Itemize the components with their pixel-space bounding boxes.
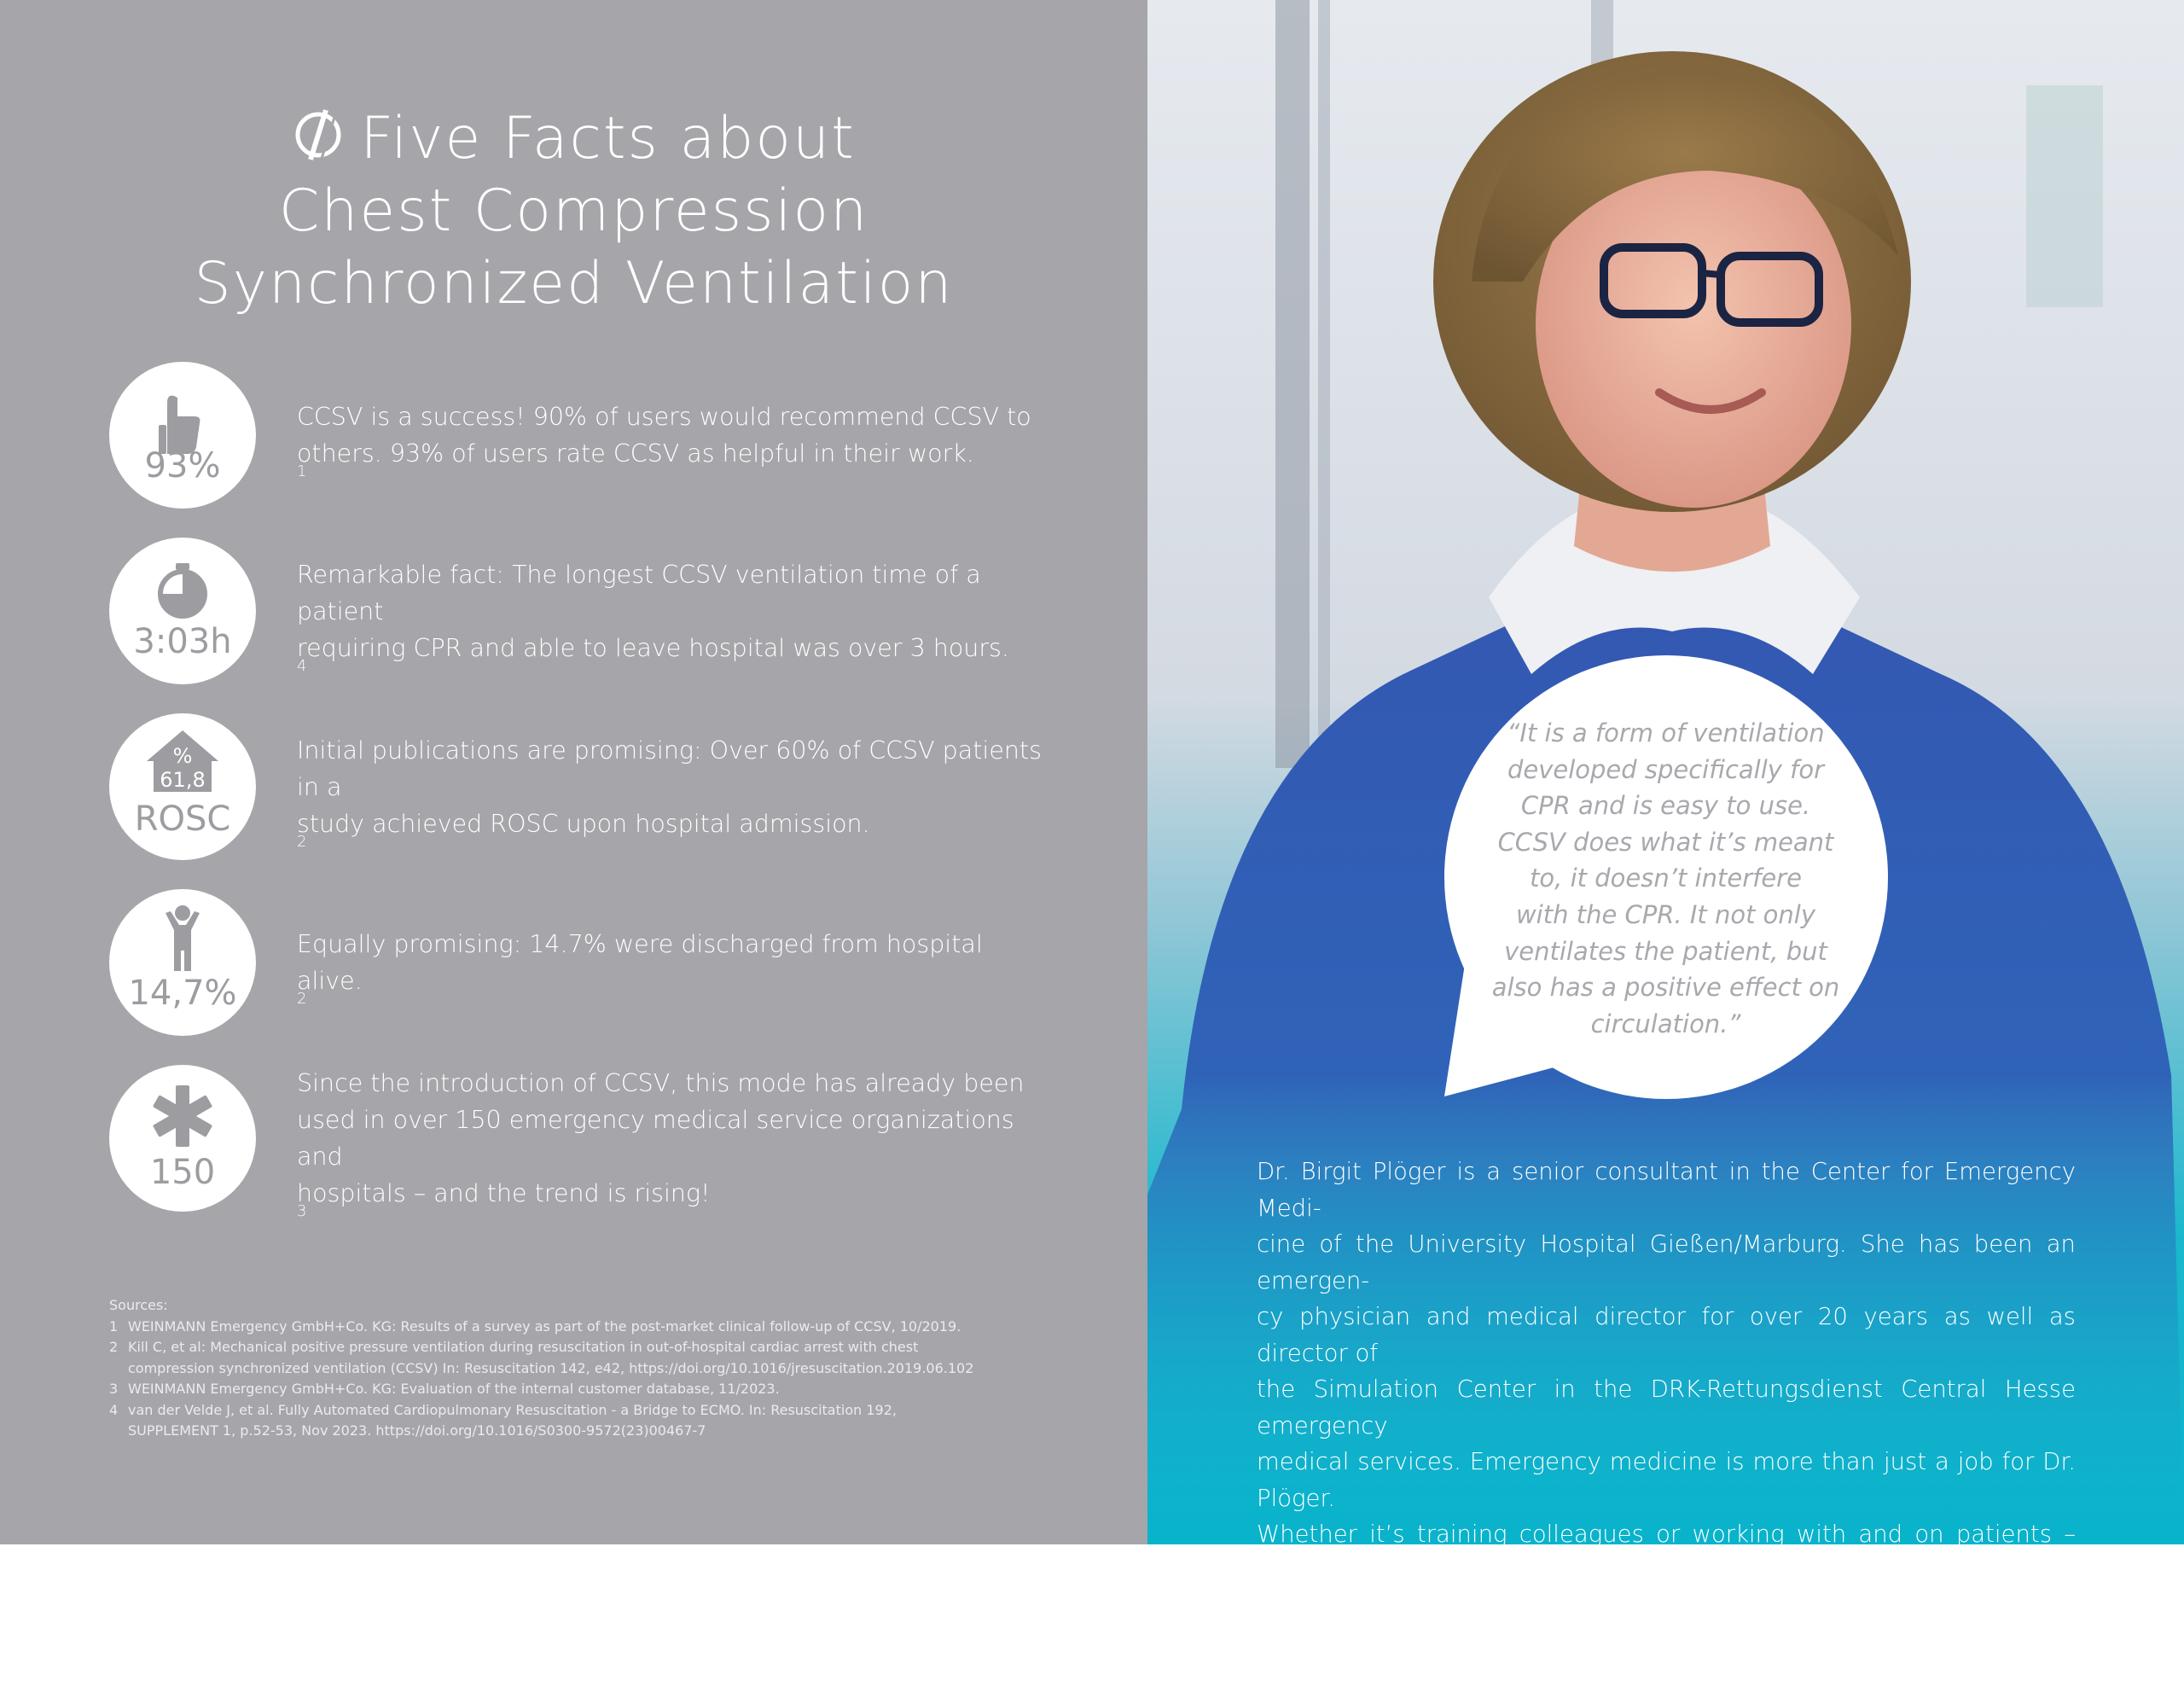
fact-value: 14,7% bbox=[128, 974, 237, 1013]
brand-logo-icon bbox=[292, 108, 345, 161]
fact-badge bbox=[109, 713, 256, 860]
fact-line: CCSV is a success! 90% of users would recommend CCSV to bbox=[297, 403, 1031, 431]
bio-line: the Simulation Center in the DRK-Rettungsdienst Central Hesse emergency bbox=[1257, 1375, 2076, 1439]
fact-badge bbox=[109, 889, 256, 1036]
bio-line: cine of the University Hospital Gießen/Marburg. She has been an emergen- bbox=[1257, 1230, 2076, 1294]
source-line: Kill C, et al: Mechanical positive pressure ventilation during resuscitation in out-of-hospital cardiac arrest with chest bbox=[128, 1339, 919, 1355]
bio-line: cy physician and medical director for over 20 years as well as director of bbox=[1257, 1303, 2076, 1367]
fact-line: hospitals – and the trend is rising! bbox=[297, 1179, 711, 1207]
fact-badge bbox=[109, 538, 256, 684]
quote-line: circulation.” bbox=[1590, 1009, 1741, 1038]
source-number: 4 bbox=[109, 1401, 119, 1418]
page-title bbox=[0, 102, 1147, 320]
source-item bbox=[109, 1317, 1048, 1338]
fact-line: Remarkable fact: The longest CCSV ventilation time of a patient bbox=[297, 560, 981, 625]
source-line: compression synchronized ventilation (CCSV) In: Resuscitation 142, e42, https://doi.org/10.1016/jresuscitation.2019.06.102 bbox=[128, 1359, 974, 1376]
quote-line: “It is a form of ventilation bbox=[1507, 718, 1825, 747]
fact-item-rosc bbox=[109, 713, 1048, 860]
fact-item-longest-ventilation bbox=[109, 538, 1048, 684]
source-item bbox=[109, 1400, 1048, 1442]
quote-line: ventilates the patient, but bbox=[1504, 936, 1827, 966]
source-number: 3 bbox=[109, 1381, 119, 1397]
bio-line: medical services. Emergency medicine is more than just a job for Dr. Plöger. bbox=[1257, 1448, 2076, 1512]
fact-line: Initial publications are promising: Over 60% of CCSV patients in a bbox=[297, 736, 1042, 801]
quote-text bbox=[1480, 715, 1851, 1042]
title-line-1 bbox=[0, 102, 1147, 175]
facts-panel bbox=[0, 0, 1147, 1544]
source-number: 2 bbox=[109, 1339, 119, 1355]
bio-line: our conversation. bbox=[1257, 1666, 1462, 1693]
source-text bbox=[128, 1400, 1048, 1442]
source-item bbox=[109, 1379, 1048, 1400]
fact-description: CCSV is a success! 90% of users would recommend CCSV to others. 93% of users rate CCSV as helpful in their work. 1 bbox=[297, 362, 1048, 509]
sources-heading: Sources: bbox=[109, 1297, 168, 1313]
person-arms-up-icon bbox=[109, 889, 256, 1036]
title-line-2: Chest Compression bbox=[278, 177, 869, 245]
fact-description: Equally promising: 14.7% were discharged from hospital alive. 2 bbox=[297, 889, 1048, 1036]
source-text bbox=[128, 1337, 1048, 1379]
quote-line: to, it doesn’t interfere bbox=[1530, 864, 1802, 893]
bio-paragraph bbox=[1257, 1154, 2076, 1698]
fact-item-recommend bbox=[109, 362, 1048, 509]
fact-value: 3:03h bbox=[133, 622, 232, 661]
sources-list bbox=[109, 1295, 1048, 1442]
fact-badge bbox=[109, 1065, 256, 1212]
source-text: WEINMANN Emergency GmbH+Co. KG: Results of a survey as part of the post-market clinical follow-up of CCSV, 10/2019. bbox=[128, 1317, 961, 1335]
title-text-1: Five Facts about bbox=[360, 105, 856, 172]
source-item bbox=[109, 1337, 1048, 1379]
fact-description: Initial publications are promising: Over 60% of CCSV patients in a study achieved ROSC upon hospital admission. 2 bbox=[297, 713, 1048, 860]
quote-line: CPR and is easy to use. bbox=[1520, 791, 1811, 821]
source-line: SUPPLEMENT 1, p.52-53, Nov 2023. https://doi.org/10.1016/S0300-9572(23)00467-7 bbox=[128, 1422, 706, 1439]
fact-line: study achieved ROSC upon hospital admission. bbox=[297, 809, 870, 838]
fact-item-discharged bbox=[109, 889, 1048, 1036]
thumbs-up-icon bbox=[109, 362, 256, 509]
fact-item-organizations bbox=[109, 1065, 1048, 1220]
icon-label-bottom: 61,8 bbox=[160, 768, 206, 792]
source-number: 1 bbox=[109, 1317, 119, 1335]
fact-line: requiring CPR and able to leave hospital was over 3 hours. bbox=[297, 633, 1009, 662]
title-line-3: Synchronized Ventilation bbox=[194, 250, 954, 317]
fact-description: Since the introduction of CCSV, this mode has already been used in over 150 emergency medical service organizations and hospitals – and the trend is rising! 3 bbox=[297, 1065, 1048, 1212]
fact-description: Remarkable fact: The longest CCSV ventilation time of a patient requiring CPR and able to leave hospital was over 3 hours. 4 bbox=[297, 538, 1048, 684]
fact-line: used in over 150 emergency medical service organizations and bbox=[297, 1106, 1014, 1171]
fact-value: ROSC bbox=[134, 800, 231, 839]
stopwatch-icon bbox=[109, 538, 256, 684]
source-line: van der Velde J, et al. Fully Automated Cardiopulmonary Resuscitation - a Bridge to ECMO. In: Resuscitation 192, bbox=[128, 1401, 897, 1418]
source-text: WEINMANN Emergency GmbH+Co. KG: Evaluation of the internal customer database, 11/2023. bbox=[128, 1381, 780, 1397]
bio-line: Whether it’s training colleagues or working with and on patients – she is bbox=[1257, 1521, 2076, 1585]
fact-value: 150 bbox=[149, 1153, 216, 1192]
bio-line: Dr. Birgit Plöger is a senior consultant in the Center for Emergency Medi- bbox=[1257, 1158, 2076, 1222]
fact-line: Since the introduction of CCSV, this mode has already been bbox=[297, 1069, 1025, 1097]
quote-line: also has a positive effect on bbox=[1491, 973, 1840, 1003]
bio-line: passionate about everything she does. A passion that also comes across in bbox=[1257, 1593, 2076, 1657]
quote-line: developed specifically for bbox=[1507, 754, 1825, 784]
fact-badge bbox=[109, 362, 256, 509]
icon-label-top: % bbox=[172, 744, 193, 768]
quote-line: with the CPR. It not only bbox=[1515, 899, 1816, 929]
fact-line: others. 93% of users rate CCSV as helpful in their work. bbox=[297, 439, 974, 468]
fact-line: Equally promising: 14.7% were discharged from hospital alive. bbox=[297, 930, 983, 995]
quote-line: CCSV does what it’s meant bbox=[1497, 827, 1834, 857]
fact-value: 93% bbox=[144, 446, 221, 486]
